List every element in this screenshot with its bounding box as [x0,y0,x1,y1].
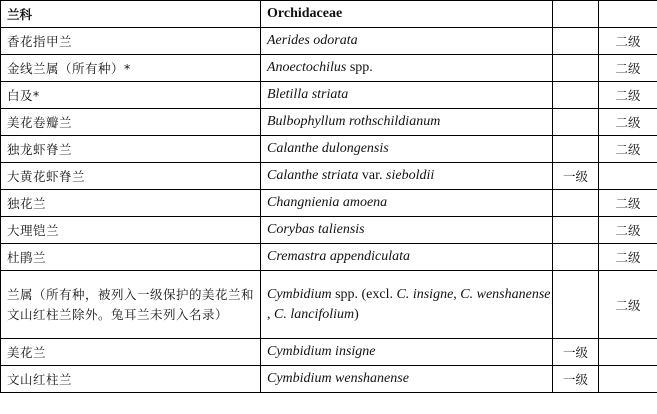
species-binomial: Calanthe striata [267,168,359,183]
grade1-cell [553,1,599,28]
species-name-cn: 白及* [1,82,261,109]
table-row [1,109,657,136]
species-name-sci: Bletilla striata [261,82,553,109]
species-name-sci [261,163,553,190]
grade1-cell [553,136,599,163]
table-row [1,244,657,271]
variety-marker: var. [358,168,387,183]
grade2-cell: 二级 [599,244,657,271]
genus-name: Cymbidium [267,286,332,302]
species-name-sci: Calanthe dulongensis [261,136,553,163]
grade2-cell [599,1,657,28]
grade2-cell: 二级 [599,136,657,163]
species-name-cn: 金线兰属（所有种）* [1,55,261,82]
grade1-cell [553,217,599,244]
genus-name: Anoectochilus [267,60,347,75]
species-name-sci [261,55,553,82]
grade2-cell: 二级 [599,109,657,136]
grade2-cell [599,366,657,393]
grade2-cell: 二级 [599,190,657,217]
variety-name: sieboldii [386,168,435,183]
grade1-cell [553,82,599,109]
grade1-cell [553,28,599,55]
species-name-cn: 独龙虾脊兰 [1,136,261,163]
family-header-row [1,1,657,28]
excluded-species: C. insigne [396,286,454,302]
grade1-cell [553,244,599,271]
grade2-cell: 二级 [599,28,657,55]
table-row [1,136,657,163]
exclusion-text: spp. (excl. [331,286,397,302]
grade1-cell: 一级 [553,366,599,393]
separator: , [267,306,274,322]
species-name-sci: Bulbophyllum rothschildianum [261,109,553,136]
species-name-cn: 文山红柱兰 [1,366,261,393]
species-name-sci: Cymbidium wenshanense [261,366,553,393]
closing-paren: ) [354,306,359,322]
grade2-cell: 二级 [599,217,657,244]
family-name-sci: Orchidaceae [261,1,553,28]
grade1-cell [553,271,599,339]
species-name-sci: Cymbidium insigne [261,339,553,366]
table-row [1,366,657,393]
grade1-cell [553,109,599,136]
species-name-sci [261,271,553,339]
table-row [1,82,657,109]
family-name-cn: 兰科 [1,1,261,28]
table-row [1,163,657,190]
excluded-species: C. wenshanense [460,286,551,302]
grade2-cell [599,163,657,190]
species-name-cn: 大理铠兰 [1,217,261,244]
table-row [1,271,657,339]
grade1-cell [553,190,599,217]
table-row [1,217,657,244]
species-name-sci: Cremastra appendiculata [261,244,553,271]
grade2-cell: 二级 [599,82,657,109]
species-name-cn: 杜鹃兰 [1,244,261,271]
species-name-sci: Corybas taliensis [261,217,553,244]
table-row [1,339,657,366]
spp-suffix: spp. [346,60,373,75]
species-name-sci: Aerides odorata [261,28,553,55]
grade2-cell [599,339,657,366]
grade2-cell: 二级 [599,271,657,339]
species-name-sci: Changnienia amoena [261,190,553,217]
grade2-cell: 二级 [599,55,657,82]
table-row [1,28,657,55]
table-row [1,190,657,217]
species-name-cn: 独花兰 [1,190,261,217]
species-name-cn: 美花兰 [1,339,261,366]
species-name-cn: 香花指甲兰 [1,28,261,55]
species-name-cn: 大黄花虾脊兰 [1,163,261,190]
grade1-cell: 一级 [553,163,599,190]
species-name-cn: 美花卷瓣兰 [1,109,261,136]
table-row [1,55,657,82]
excluded-species: C. lancifolium [274,306,355,322]
grade1-cell: 一级 [553,339,599,366]
separator: , [453,286,461,302]
species-name-cn: 兰属（所有种，被列入一级保护的美花兰和文山红柱兰除外。兔耳兰未列入名录） [1,271,261,339]
grade1-cell [553,55,599,82]
